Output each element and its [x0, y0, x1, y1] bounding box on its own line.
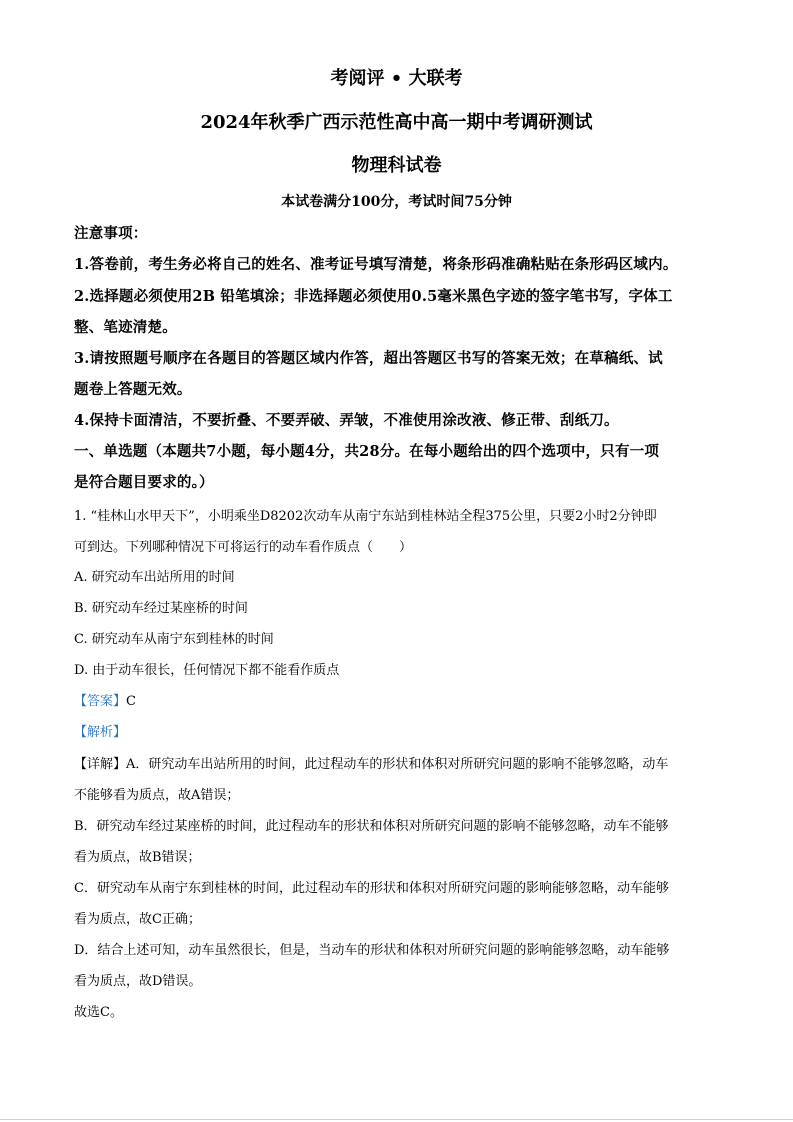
detail-line-3: B．研究动车经过某座桥的时间，此过程动车的形状和体积对所研究问题的影响不能够忽略，动车不能够: [74, 819, 669, 834]
option-a: A. 研究动车出站所用的时间: [74, 570, 235, 585]
exam-title: 2024年秋季广西示范性高中高一期中考调研测试: [200, 112, 593, 133]
notice-item-2-line-1: 2.选择题必须使用2B 铅笔填涂；非选择题必须使用0.5毫米黑色字迹的签字笔书写，字体工: [74, 288, 673, 305]
section-heading-line-2: 是符合题目要求的。）: [74, 474, 214, 491]
question-stem-line-2: 可到达。下列哪种情况下可将运行的动车看作质点（ ）: [74, 540, 413, 555]
option-c: C. 研究动车从南宁东到桂林的时间: [74, 632, 274, 647]
answer-line: [74, 690, 136, 709]
question-stem-line-1: 1. “桂林山水甲天下”，小明乘坐D8202次动车从南宁东站到桂林站全程375公里，只要2小时2分钟即: [74, 509, 657, 524]
analysis-tag: 【解析】: [74, 725, 127, 740]
notice-item-3-line-1: 3.请按照题号顺序在各题目的答题区域内作答，超出答题区书写的答案无效；在草稿纸、试: [74, 350, 663, 367]
answer-tag: 【答案】: [74, 694, 127, 709]
detail-line-6: 看为质点，故C正确；: [74, 912, 201, 927]
conclusion: 故选C。: [74, 1005, 123, 1020]
notice-item-2-line-2: 整、笔迹清楚。: [74, 319, 177, 336]
option-d: D. 由于动车很长，任何情况下都不能看作质点: [74, 663, 340, 678]
option-b: B. 研究动车经过某座桥的时间: [74, 601, 248, 616]
subject-title: 物理科试卷: [351, 155, 442, 176]
detail-line-8: 看为质点，故D错误。: [74, 974, 202, 989]
section-heading-line-1: 一、单选题（本题共7小题，每小题4分，共28分。在每小题给出的四个选项中，只有一项: [74, 443, 660, 460]
notice-item-4: 4.保持卡面清洁，不要折叠、不要弄破、弄皱，不准使用涂改液、修正带、刮纸刀。: [74, 412, 619, 429]
notice-heading: 注意事项：: [74, 225, 148, 242]
page-bottom-divider: [0, 1119, 793, 1120]
exam-info: 本试卷满分100分，考试时间75分钟: [281, 194, 512, 210]
detail-line-2: 不能够看为质点，故A错误；: [74, 788, 240, 803]
detail-line-7: D．结合上述可知，动车虽然很长，但是，当动车的形状和体积对所研究问题的影响能够忽略，动车能够: [74, 943, 670, 958]
notice-item-3-line-2: 题卷上答题无效。: [74, 381, 192, 398]
notice-item-1: 1.答卷前，考生务必将自己的姓名、准考证号填写清楚，将条形码准确粘贴在条形码区域内。: [74, 256, 678, 273]
detail-line-4: 看为质点，故B错误；: [74, 850, 201, 865]
answer-value: C: [126, 694, 136, 709]
exam-brand-title: 考阅评 • 大联考: [330, 68, 463, 89]
detail-line-1: 【详解】A．研究动车出站所用的时间，此过程动车的形状和体积对所研究问题的影响不能够忽略，动车: [74, 757, 669, 772]
detail-line-5: C．研究动车从南宁东到桂林的时间，此过程动车的形状和体积对所研究问题的影响能够忽略，动车能够: [74, 881, 669, 896]
